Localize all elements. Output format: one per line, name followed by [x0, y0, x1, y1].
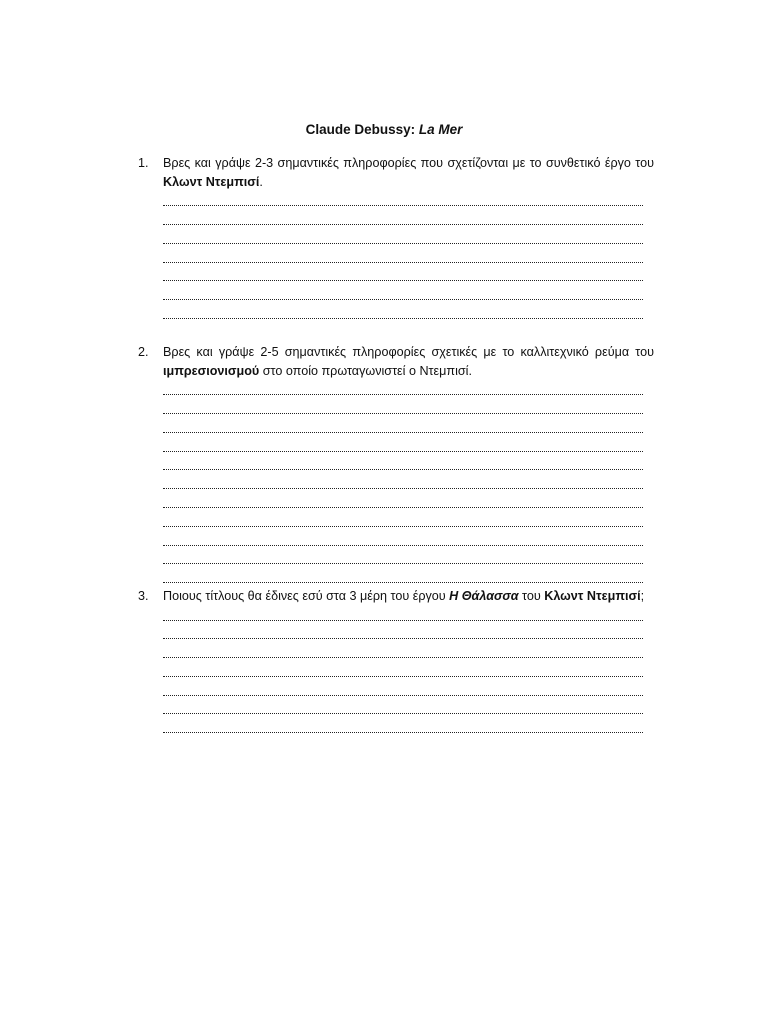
question-1 [138, 154, 654, 323]
answer-line[interactable] [163, 643, 643, 662]
answer-line[interactable] [163, 662, 643, 681]
answer-line[interactable] [163, 418, 643, 437]
answer-lines[interactable] [163, 606, 643, 738]
title-work: La Mer [418, 122, 463, 137]
question-text: Ποιους τίτλους θα έδινες εσύ στα 3 μέρη του έργου Η Θάλασσα του Κλωντ Ντεμπισί; [163, 589, 645, 603]
answer-lines[interactable] [163, 380, 643, 587]
answer-line[interactable] [163, 191, 643, 210]
question-3 [138, 587, 654, 737]
answer-line[interactable] [163, 399, 643, 418]
composer-name: Κλωντ Ντεμπισί [544, 589, 641, 603]
answer-line[interactable] [163, 681, 643, 700]
composer-name: Κλωντ Ντεμπισί [163, 174, 260, 189]
answer-line[interactable] [163, 718, 643, 737]
worksheet-title [0, 122, 768, 138]
answer-line[interactable] [163, 285, 643, 304]
answer-line[interactable] [163, 550, 643, 569]
question-number: 2. [138, 345, 149, 359]
answer-line[interactable] [163, 456, 643, 475]
question-2 [138, 343, 654, 587]
answer-line[interactable] [163, 512, 643, 531]
answer-line[interactable] [163, 625, 643, 644]
question-text: Βρες και γράψε 2-3 σημαντικές πληροφορίες που σχετίζονται με το συνθετικό έργο του Κλωντ Ντεμπισί. [163, 156, 654, 189]
movement-name: ιμπρεσιονισμού [163, 363, 260, 378]
answer-line[interactable] [163, 493, 643, 512]
answer-line[interactable] [163, 380, 643, 399]
work-title: Η Θάλασσα [449, 589, 519, 603]
answer-line[interactable] [163, 267, 643, 286]
question-text: Βρες και γράψε 2-5 σημαντικές πληροφορίες σχετικές με το καλλιτεχνικό ρεύμα του ιμπρεσιονισμού στο οποίο πρωταγωνιστεί ο Ντεμπισί. [163, 345, 654, 378]
question-number: 3. [138, 589, 149, 603]
answer-line[interactable] [163, 437, 643, 456]
answer-lines[interactable] [163, 191, 643, 323]
answer-line[interactable] [163, 304, 643, 323]
title-composer: Claude Debussy: [305, 122, 419, 137]
question-number: 1. [138, 156, 149, 170]
answer-line[interactable] [163, 248, 643, 267]
answer-line[interactable] [163, 210, 643, 229]
answer-line[interactable] [163, 700, 643, 719]
answer-line[interactable] [163, 606, 643, 625]
answer-line[interactable] [163, 568, 643, 587]
answer-line[interactable] [163, 474, 643, 493]
answer-line[interactable] [163, 531, 643, 550]
answer-line[interactable] [163, 229, 643, 248]
